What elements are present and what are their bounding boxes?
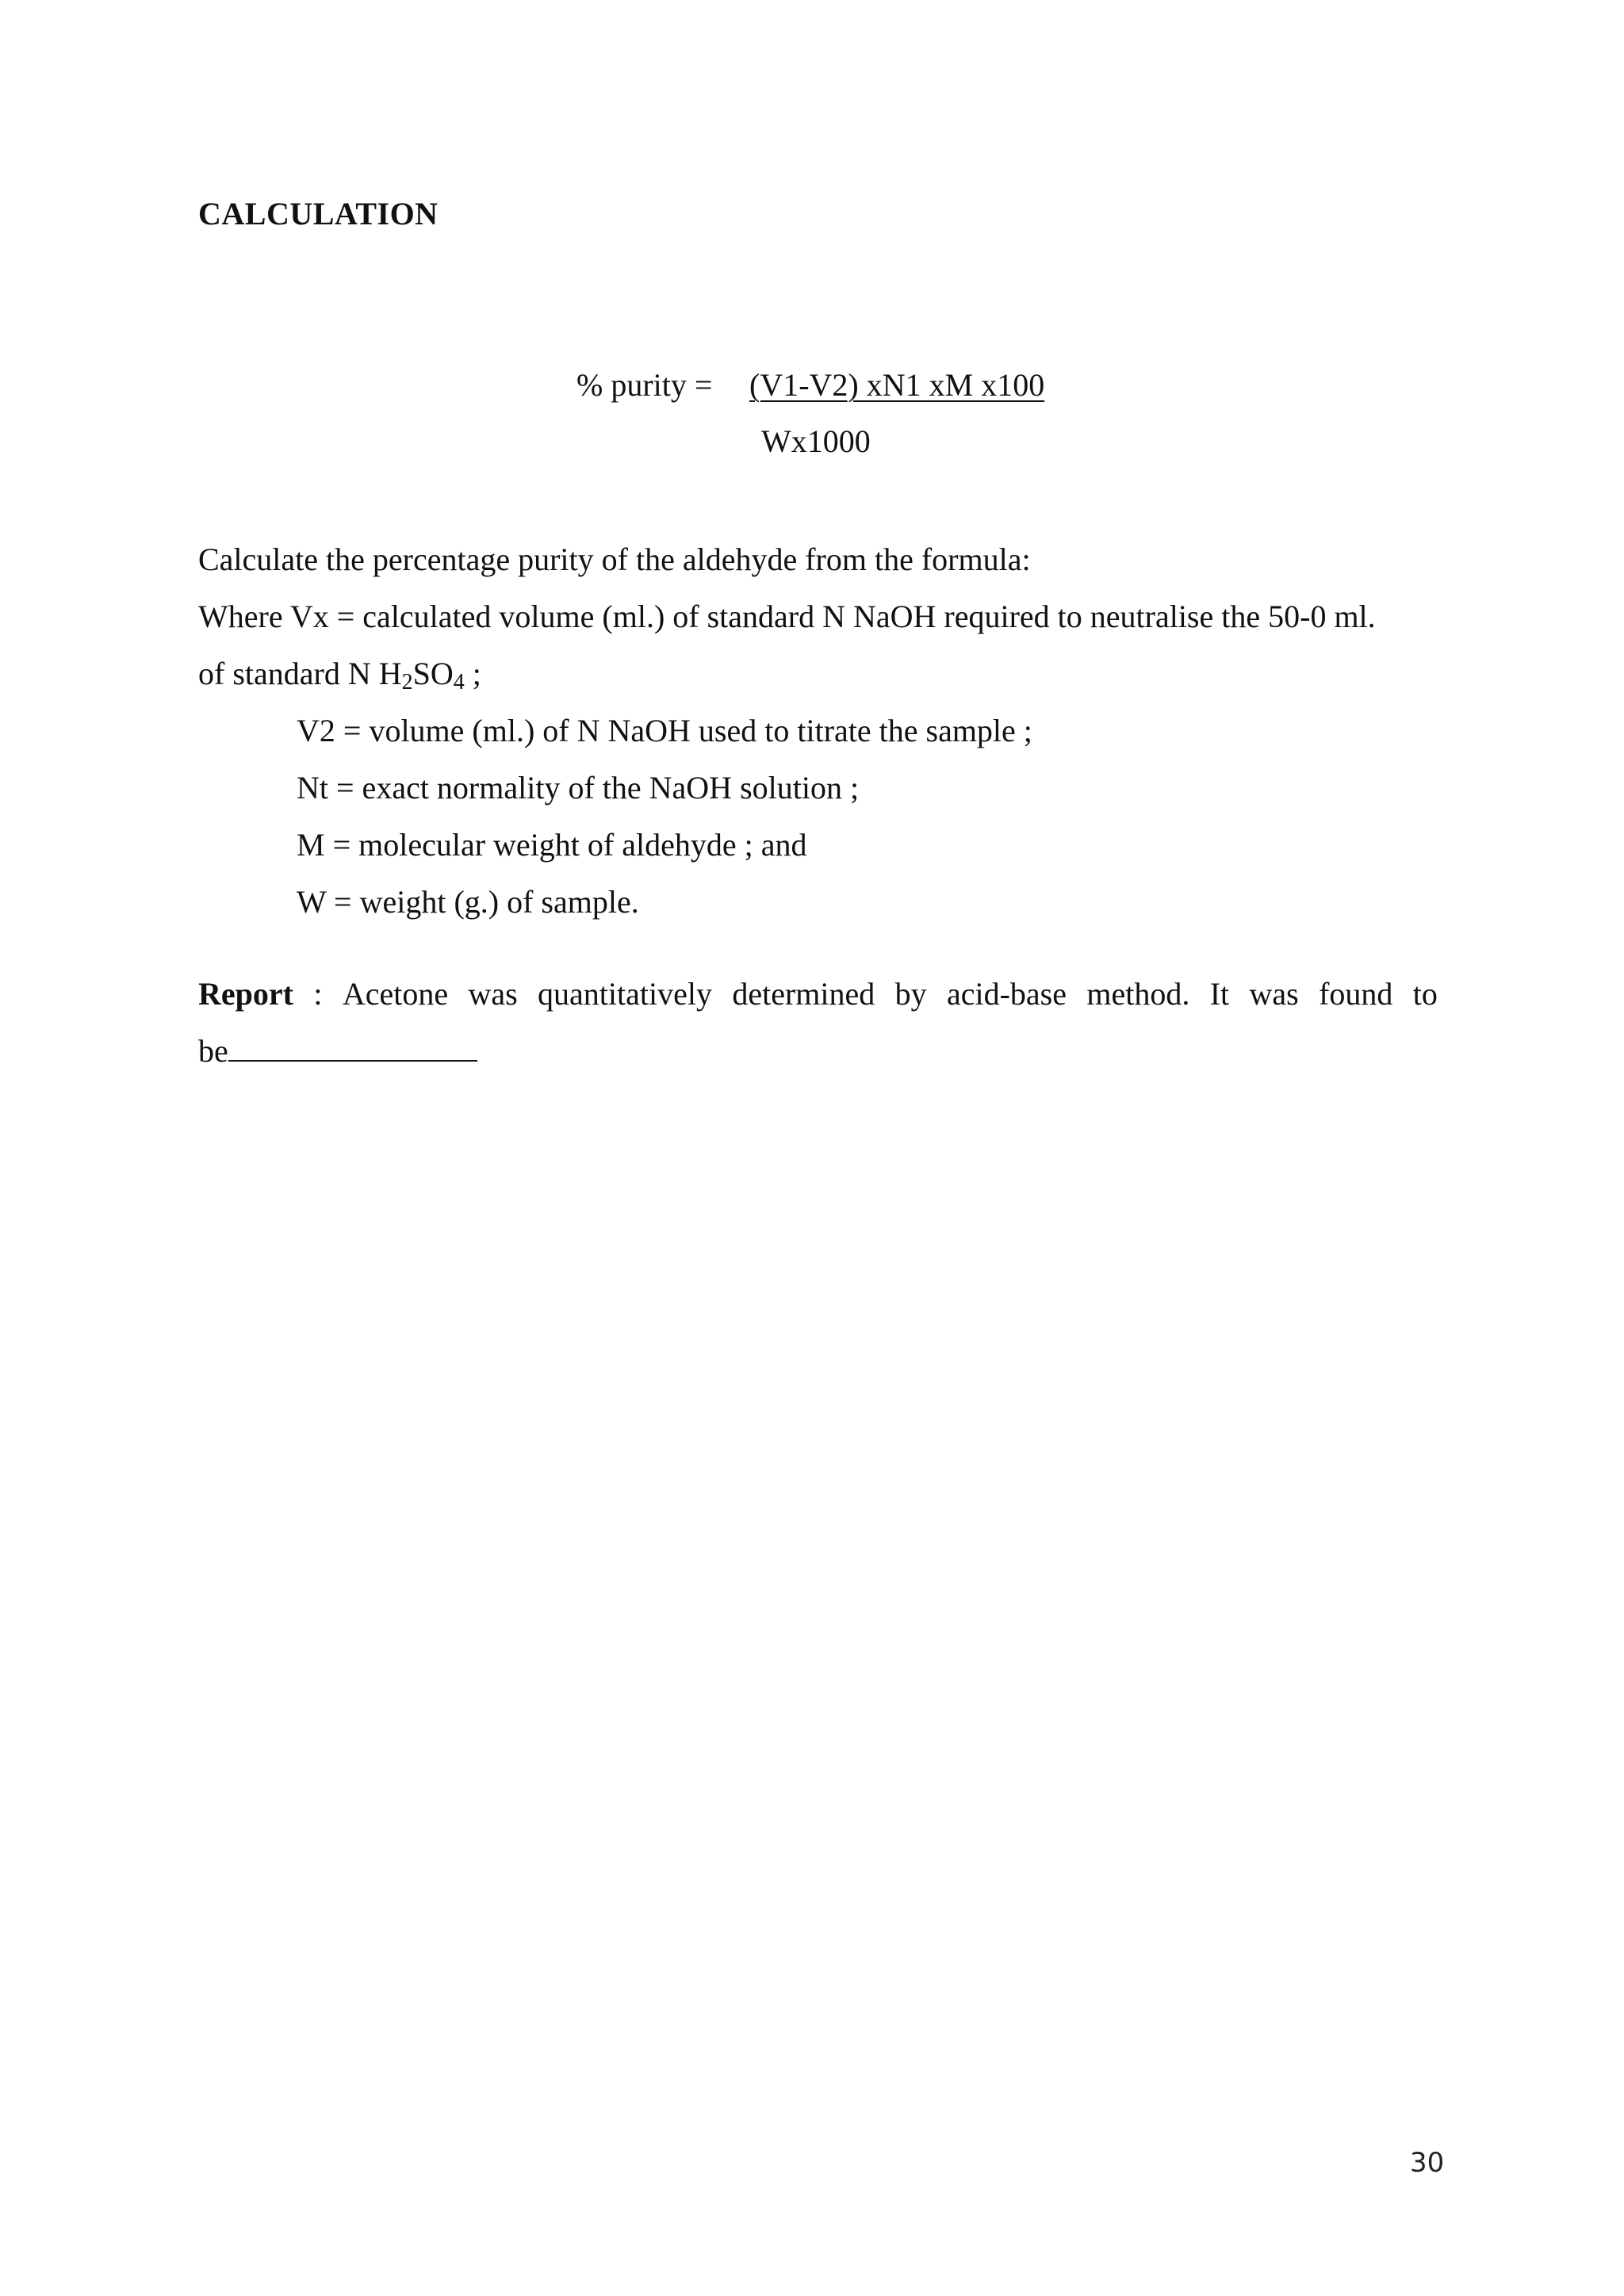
report-word: found xyxy=(1319,976,1393,1012)
report-word: It xyxy=(1209,976,1230,1012)
report-line2-text: be xyxy=(198,1033,228,1069)
paragraph-line-3 xyxy=(198,655,481,695)
subscript-4: 4 xyxy=(453,670,465,695)
report-word: determined xyxy=(732,976,875,1012)
fill-in-blank xyxy=(228,1033,477,1062)
report-word: method. xyxy=(1086,976,1190,1012)
report-word: by xyxy=(894,976,927,1012)
paragraph-line-2: Where Vx = calculated volume (ml.) of standard N NaOH required to neutralise the 50-0 ml. xyxy=(198,599,1376,634)
definition-w: W = weight (g.) of sample. xyxy=(297,884,639,920)
formula-numerator: (V1-V2) xN1 xM x100 xyxy=(749,367,1045,403)
report-word: : xyxy=(313,976,323,1012)
report-word: quantitatively xyxy=(538,976,712,1012)
formula-lhs: % purity = xyxy=(576,367,713,403)
definition-v2: V2 = volume (ml.) of N NaOH used to titrate the sample ; xyxy=(297,713,1032,748)
definition-m: M = molecular weight of aldehyde ; and xyxy=(297,827,807,863)
line3-mid: SO xyxy=(412,656,454,691)
subscript-2: 2 xyxy=(401,670,413,695)
line3-prefix: of standard N H xyxy=(198,656,402,691)
definition-nt: Nt = exact normality of the NaOH solution ; xyxy=(297,770,860,806)
report-line-2 xyxy=(198,1032,477,1070)
report-word: Acetone xyxy=(342,976,449,1012)
formula-denominator: Wx1000 xyxy=(761,423,871,459)
section-heading: CALCULATION xyxy=(198,196,439,232)
page-number: 30 xyxy=(1410,2147,1445,2179)
report-word: to xyxy=(1412,976,1438,1012)
report-word: acid-base xyxy=(946,976,1067,1012)
report-word: was xyxy=(468,976,518,1012)
report-label: Report xyxy=(198,976,293,1012)
report-word: was xyxy=(1249,976,1299,1012)
paragraph-line-1: Calculate the percentage purity of the aldehyde from the formula: xyxy=(198,541,1031,577)
report-line-1 xyxy=(198,975,1438,1012)
line3-suffix: ; xyxy=(464,656,481,691)
